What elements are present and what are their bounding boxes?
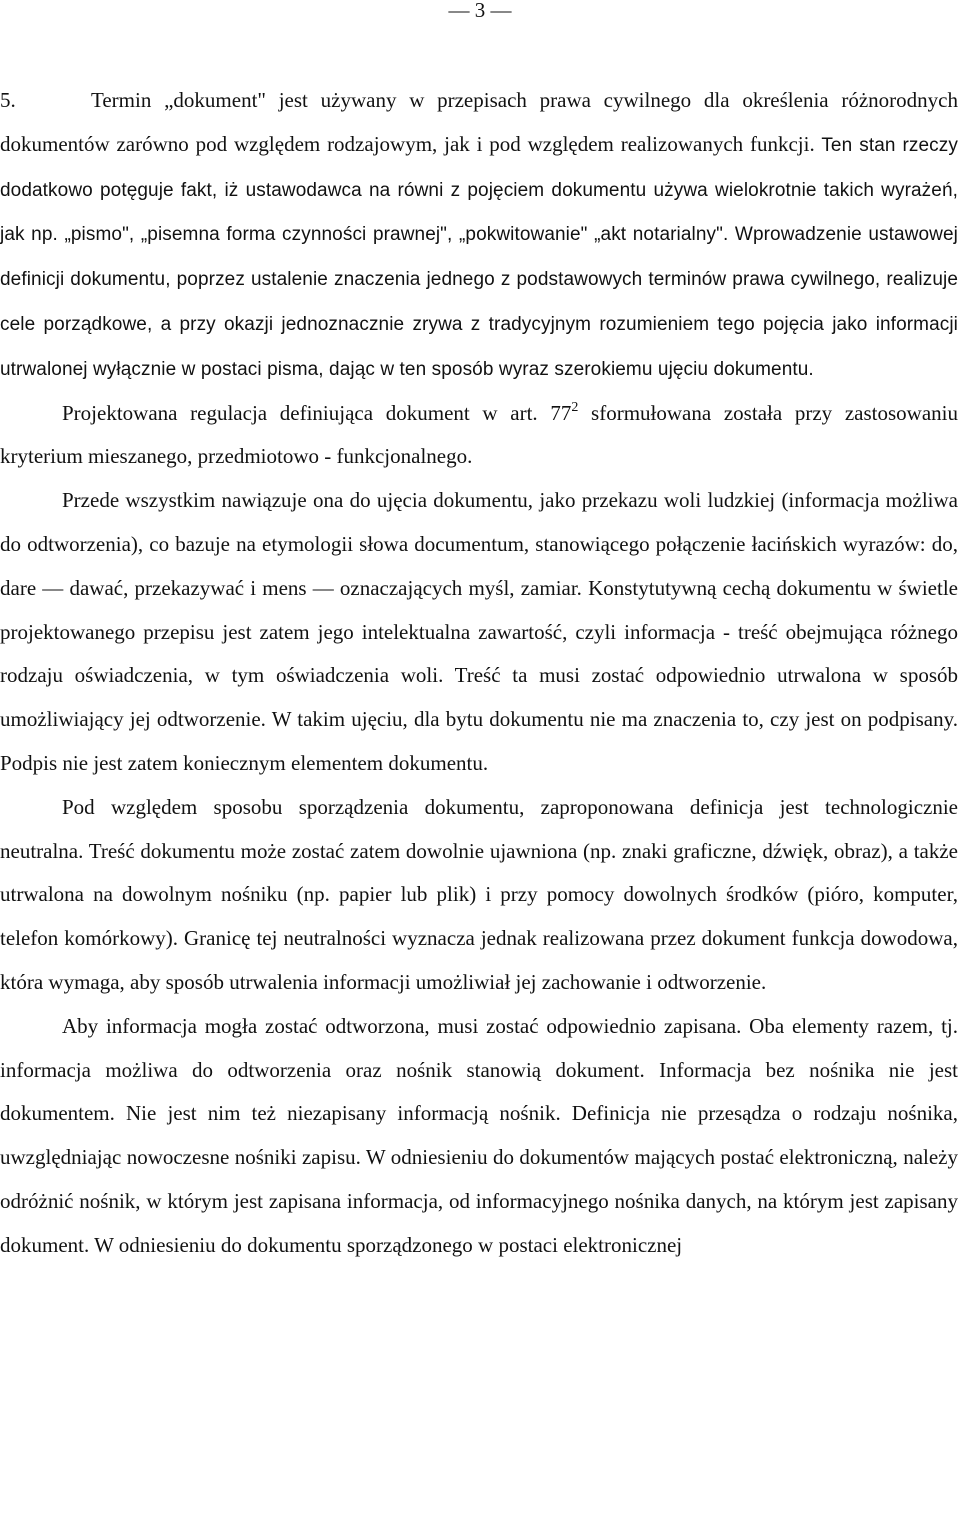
- paragraph-regulation-text-after: sformułowana została przy zastosowaniu kryterium mieszanego, przedmiotowo - funkcjonalnego.: [0, 400, 958, 469]
- paragraph-carrier: Aby informacja mogła zostać odtworzona, musi zostać odpowiednio zapisana. Oba elementy razem, tj. informacja możliwa do odtworzenia oraz nośnik stanowią dokument. Informacja bez nośnika nie jest dokumentem. Nie jest nim też niezapisany informacją nośnik. Definicja nie przesądza o rodzaju nośnika, uwzględniając nowoczesne nośniki zapisu. W odniesieniu do dokumentów mających postać elektroniczną, należy odróżnić nośnik, w którym jest zapisana informacja, od informacyjnego nośnika danych, na którym jest zapisany dokument. W odniesieniu do dokumentu sporządzonego w postaci elektronicznej: [0, 1013, 958, 1257]
- paragraph-5-sans-text: Ten stan rzeczy dodatkowo potęguje fakt, iż ustawodawca na równi z pojęciem dokumentu używa wielokrotnie takich wyrażeń, jak np. „pismo", „pisemna forma czynności prawnej", „pokwitowanie" „akt notarialny". Wprowadzenie ustawowej definicji dokumentu, poprzez ustalenie znaczenia jednego z podstawowych terminów prawa cywilnego, realizuje cele porządkowe, a przy okazji jednoznacznie zrywa z tradycyjnym rozumieniem tego pojęcia jako informacji utrwalonej wyłącznie w postaci pisma, dając w ten sposób wyraz szerokiemu ujęciu dokumentu.: [0, 134, 958, 380]
- article-superscript: 2: [571, 399, 579, 415]
- paragraph-5-lead-text: Termin „dokument" jest używany w przepisach prawa cywilnego dla określenia różnorodnych dokumentów zarówno pod względem rodzajowym, jak i pod względem realizowanych funkcji.: [0, 88, 958, 156]
- paragraph-regulation-text-before: Projektowana regulacja definiująca dokument w art. 77: [62, 400, 572, 425]
- paragraph-etymology: Przede wszystkim nawiązuje ona do ujęcia dokumentu, jako przekazu woli ludzkiej (informacja możliwa do odtworzenia), co bazuje na etymologii słowa documentum, stanowiącego połączenie łacińskich wyrazów: do, dare — dawać, przekazywać i mens — oznaczających myśl, zamiar. Konstytutywną cechą dokumentu w świetle projektowanego przepisu jest zatem jego intelektualna zawartość, czyli informacja - treść obejmująca różnego rodzaju oświadczenia, w tym oświadczenia woli. Treść ta musi zostać odpowiednio utrwalona w sposób umożliwiający jej odtworzenie. W takim ujęciu, dla bytu dokumentu nie ma znaczenia to, czy jest on podpisany. Podpis nie jest zatem koniecznym elementem dokumentu.: [0, 488, 958, 775]
- paragraph-neutrality: Pod względem sposobu sporządzenia dokumentu, zaproponowana definicja jest technologicznie neutralna. Treść dokumentu może zostać zatem dowolnie ujawniona (np. znaki graficzne, dźwięk, obraz), a także utrwalona na dowolnym nośniku (np. papier lub plik) i przy pomocy dowolnych środków (pióro, komputer, telefon komórkowy). Granicę tej neutralności wyznacza jednak realizowana przez dokument funkcja dowodowa, która wymaga, aby sposób utrwalenia informacji umożliwiał jej zachowanie i odtworzenie.: [0, 794, 958, 994]
- section-number: 5.: [0, 88, 16, 112]
- page-number: — 3 —: [448, 0, 512, 22]
- paragraph-regulation: [0, 392, 958, 480]
- paragraph-5: [0, 79, 958, 392]
- document-body: [0, 79, 958, 1268]
